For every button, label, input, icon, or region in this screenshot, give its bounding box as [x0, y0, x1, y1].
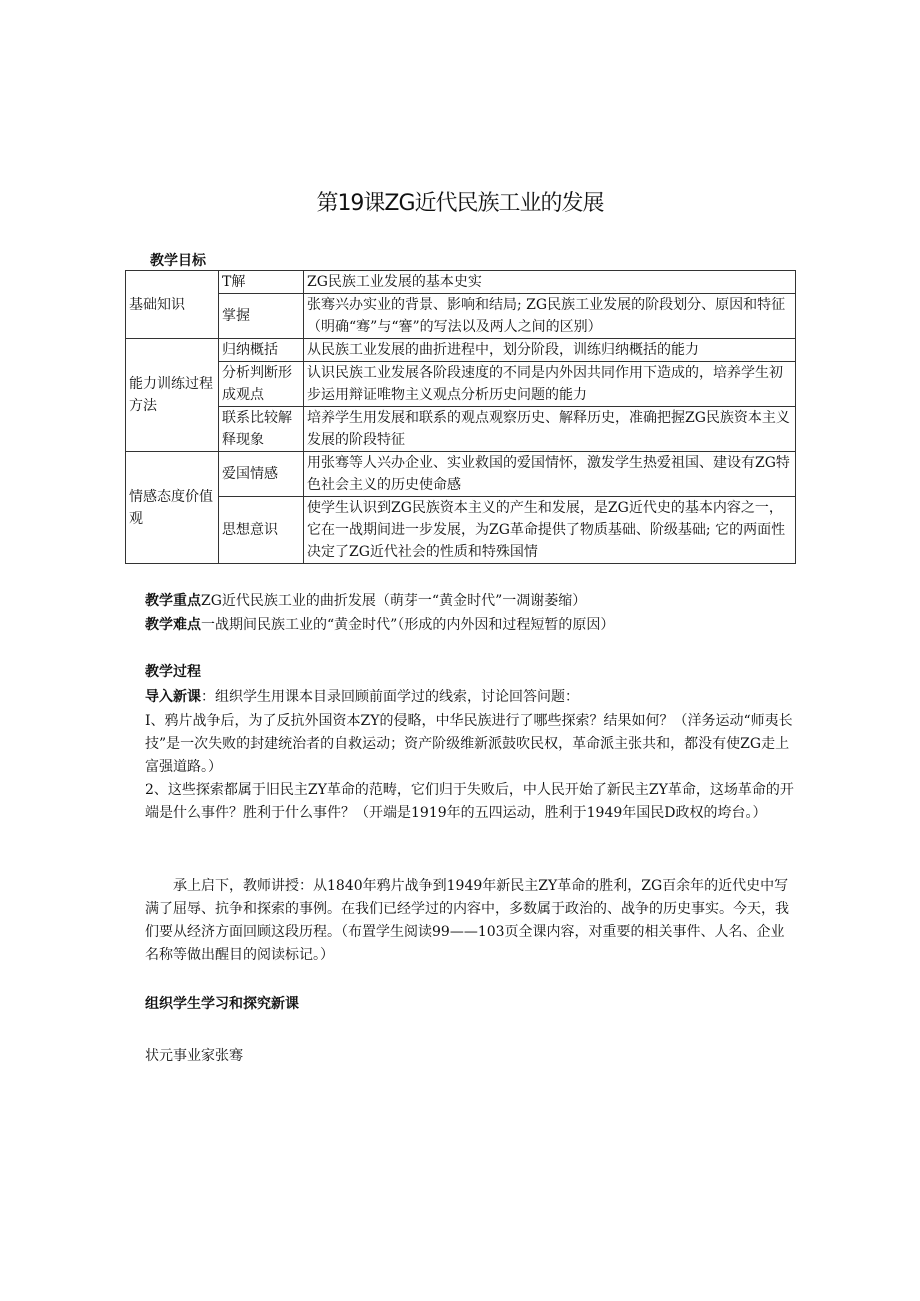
content-cell: 认识民族工业发展各阶段速度的不同是内外因共同作用下造成的，培养学生初步运用辩证唯物主义观点分析历史问题的能力 [304, 362, 796, 407]
sub-cell: 分析判断形成观点 [219, 362, 304, 407]
sub-cell: 联系比较解释现象 [219, 407, 304, 452]
table-row [126, 339, 796, 362]
intro-text: ：组织学生用课本目录回顾前面学过的线索，讨论回答问题： [201, 689, 579, 705]
content-cell: 用张骞等人兴办企业、实业救国的爱国情怀，激发学生热爱祖国、建设有ZG特色社会主义的历史使命感 [304, 452, 796, 497]
sub-cell: 爱国情感 [219, 452, 304, 497]
goals-label: 教学目标 [150, 253, 206, 269]
question-1: I、鸦片战争后，为了反抗外国资本ZY的侵略，中华民族进行了哪些探索？结果如何？（洋务运动“师夷长技”是一次失败的封建统治者的自救运动；资产阶级维新派鼓吹民权，革命派主张共和，都没有使ZG走上富强道路。） [145, 713, 793, 775]
intro-line [145, 686, 795, 709]
page-title: 第19课ZG近代民族工业的发展 [316, 191, 604, 216]
key-point-line [145, 590, 795, 613]
transition-paragraph: 承上启下，教师讲授：从1840年鸦片战争到1949年新民主ZY革命的胜利，ZG百余年的近代史中写满了屈辱、抗争和探索的事例。在我们已经学过的内容中，多数属于政治的、战争的历史事实。今天，我们要从经济方面回顾这段历程。（布置学生阅读99——103页全课内容，对重要的相关事件、人名、企业名称等做出醒目的阅读标记。） [145, 878, 789, 963]
table-row [126, 362, 796, 407]
question-2: 2、这些探索都属于旧民主ZY革命的范畴，它们归于失败后，中人民开始了新民主ZY革命，这场革命的开端是什么事件？胜利于什么事件？（开端是1919年的五四运动，胜利于1949年国民D政权的垮台。） [145, 782, 794, 821]
table-row [126, 294, 796, 339]
table-row [126, 407, 796, 452]
process-heading: 教学过程 [145, 664, 201, 680]
key-point-text: ZG近代民族工业的曲折发展（萌芽一“黄金时代”一凋谢萎缩） [201, 593, 587, 609]
sub-cell: 归纳概括 [219, 339, 304, 362]
intro-label: 导入新课 [145, 689, 201, 705]
difficulty-text: 一战期间民族工业的“黄金时代”（形成的内外因和过程短暂的原因） [201, 617, 615, 633]
sub-cell: 思想意识 [219, 497, 304, 564]
key-point-label: 教学重点 [145, 593, 201, 609]
table-row [126, 271, 796, 294]
sub-cell: 掌握 [219, 294, 304, 339]
table-row [126, 497, 796, 564]
content-cell: 培养学生用发展和联系的观点观察历史、解释历史，准确把握ZG民族资本主义发展的阶段特征 [304, 407, 796, 452]
content-cell: 使学生认识到ZG民族资本主义的产生和发展，是ZG近代史的基本内容之一，它在一战期间进一步发展，为ZG革命提供了物质基础、阶级基础; 它的两面性决定了ZG近代社会的性质和特殊国情 [304, 497, 796, 564]
content-cell: 从民族工业发展的曲折进程中，划分阶段，训练归纳概括的能力 [304, 339, 796, 362]
section-title: 状元事业家张骞 [145, 1048, 243, 1064]
category-cell: 能力训练过程方法 [126, 339, 219, 452]
table-row [126, 452, 796, 497]
category-cell: 基础知识 [126, 271, 219, 339]
content-cell: 张骞兴办实业的背景、影响和结局; ZG民族工业发展的阶段划分、原因和特征（明确“骞”与“謇”的写法以及两人之间的区别） [304, 294, 796, 339]
category-cell: 情感态度价值观 [126, 452, 219, 564]
goals-table [125, 270, 796, 564]
organize-heading: 组织学生学习和探究新课 [145, 996, 299, 1012]
difficulty-line [145, 614, 795, 637]
difficulty-label: 教学难点 [145, 617, 201, 633]
sub-cell: T解 [219, 271, 304, 294]
content-cell: ZG民族工业发展的基本史实 [304, 271, 796, 294]
